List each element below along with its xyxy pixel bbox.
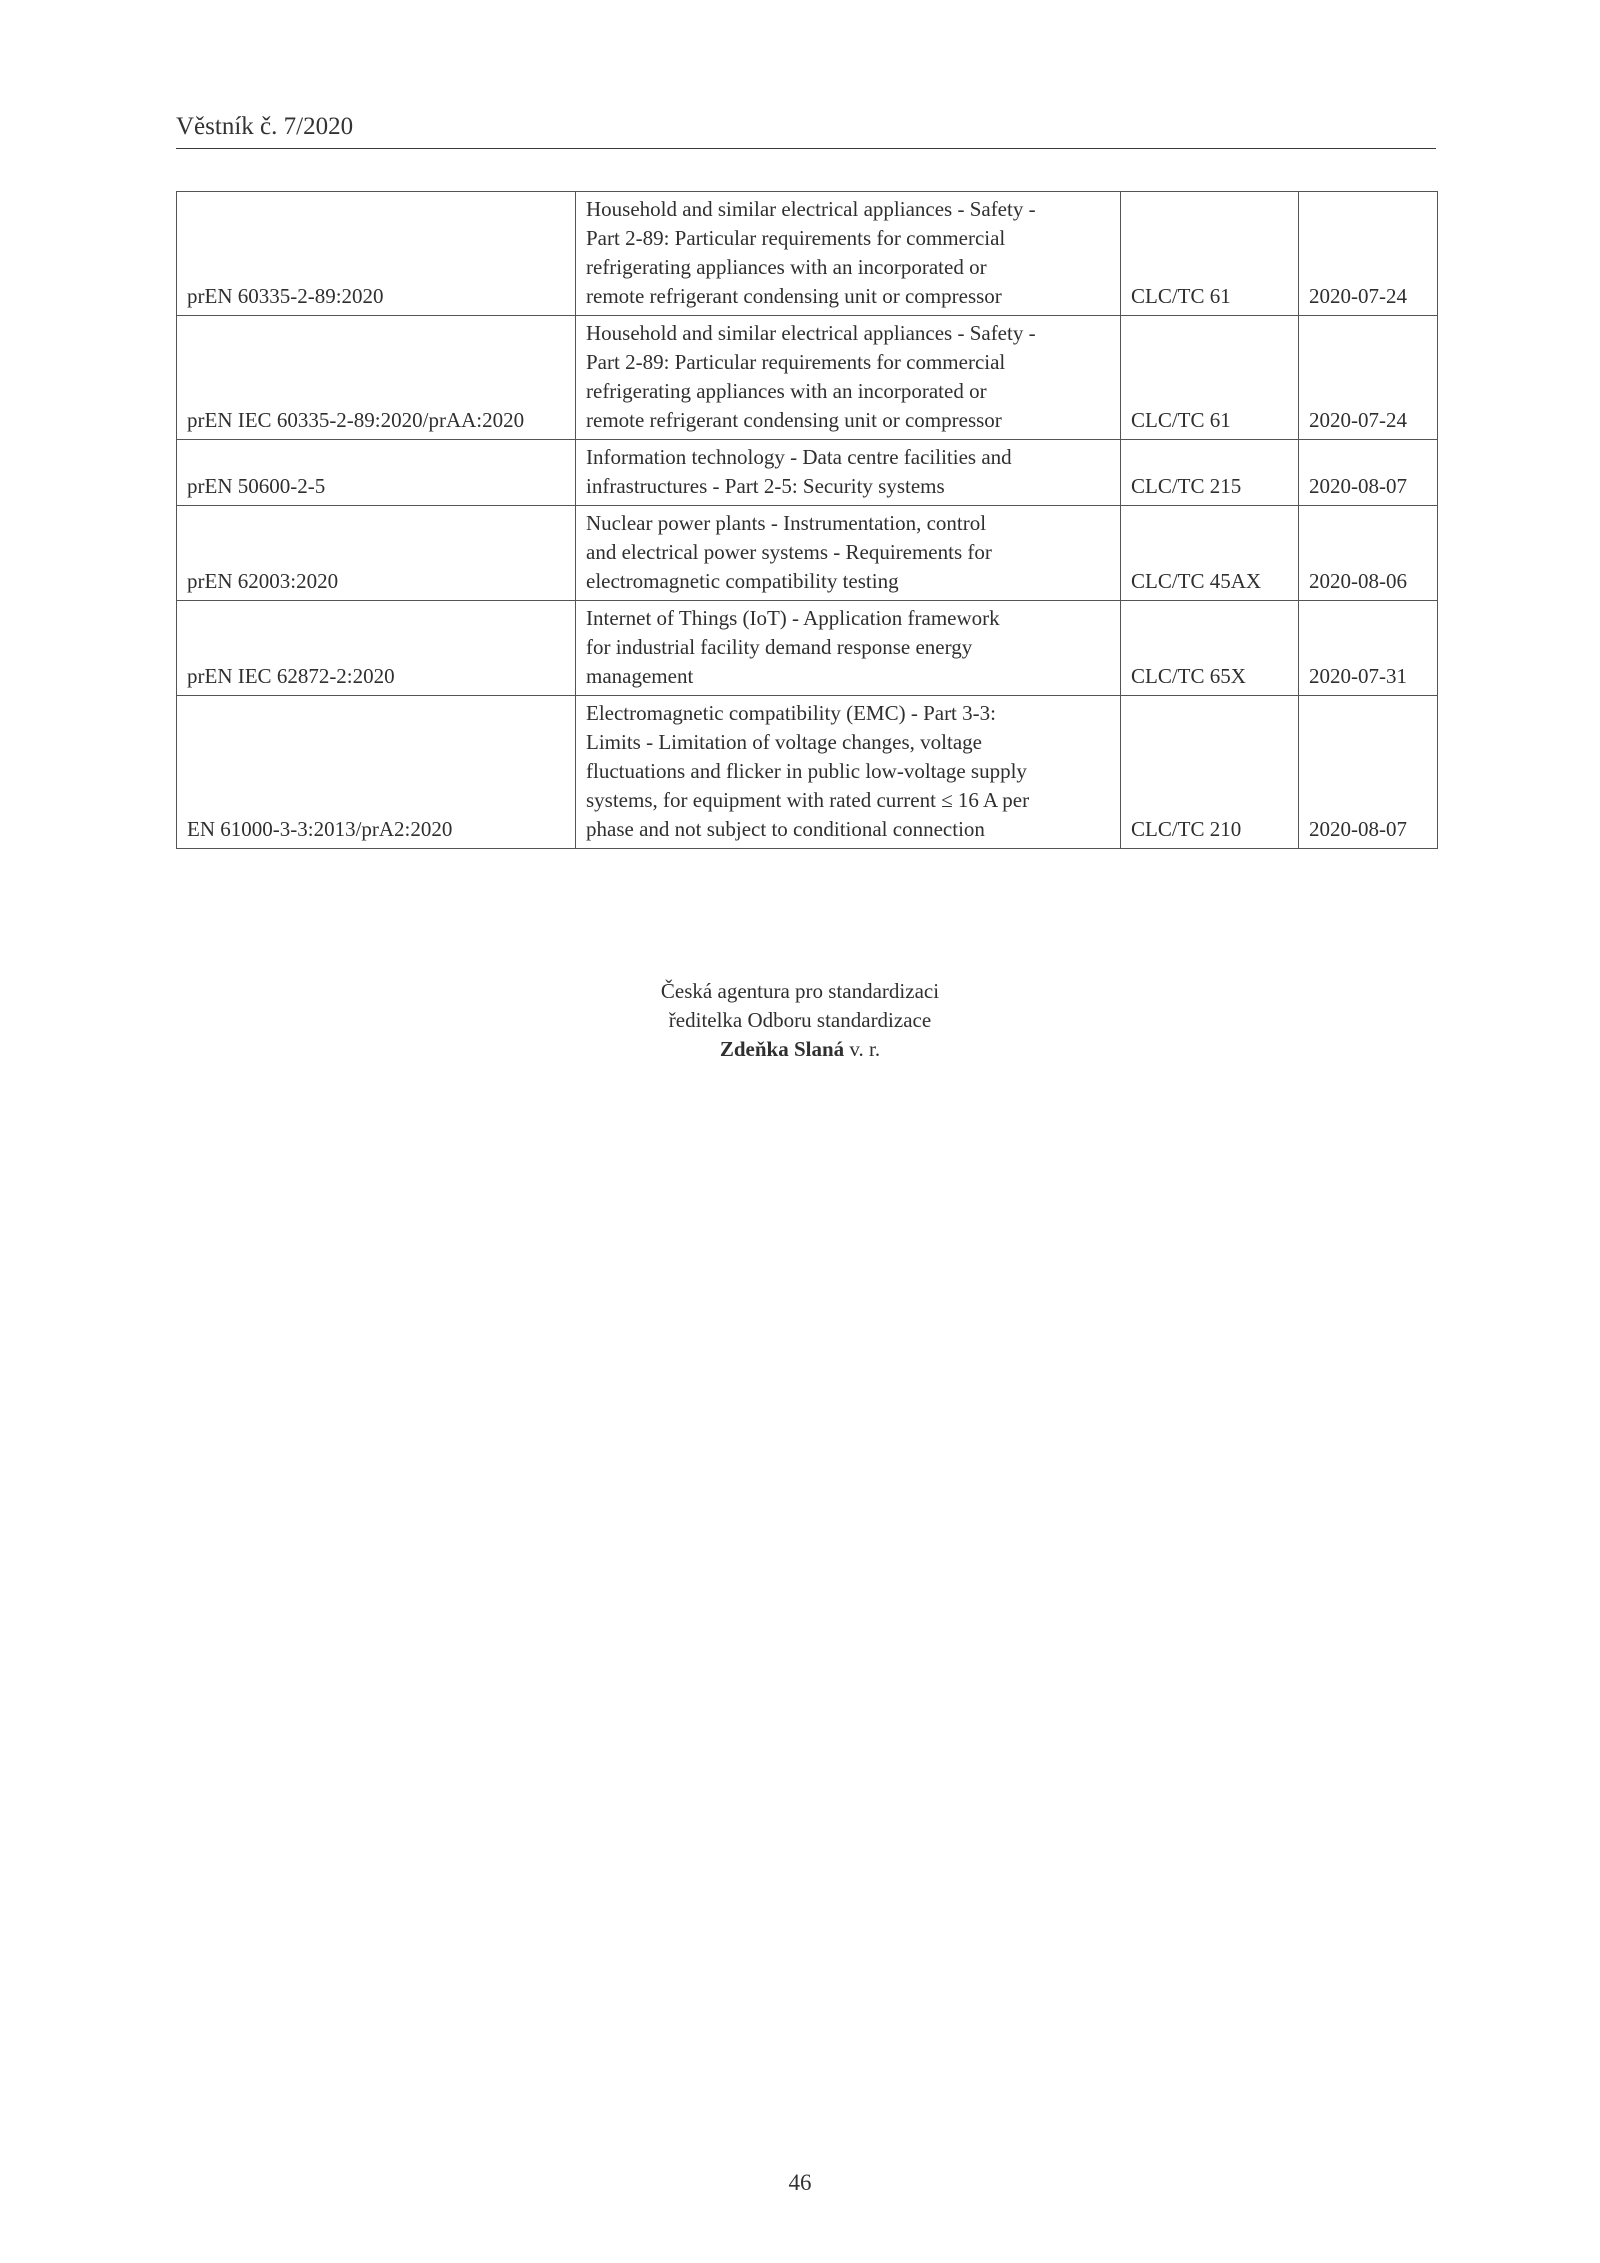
standard-title-cell	[576, 506, 1121, 601]
standard-title-line: and electrical power systems - Requirements for	[586, 540, 992, 564]
technical-committee-cell: CLC/TC 61	[1121, 316, 1299, 440]
standard-title-cell	[576, 192, 1121, 316]
standard-title-line: Household and similar electrical appliances - Safety -	[586, 197, 1036, 221]
deadline-date-cell: 2020-08-06	[1299, 506, 1438, 601]
table-row	[177, 316, 1438, 440]
table-row	[177, 440, 1438, 506]
agency-name: Česká agentura pro standardizaci	[660, 979, 940, 1003]
standard-title-line: remote refrigerant condensing unit or compressor	[586, 408, 1002, 432]
deadline-date-cell: 2020-07-24	[1299, 192, 1438, 316]
standard-title-line: Part 2-89: Particular requirements for commercial	[586, 226, 1006, 250]
standard-title-line: Nuclear power plants - Instrumentation, control	[586, 511, 987, 535]
technical-committee-cell: CLC/TC 65X	[1121, 601, 1299, 696]
signatory-role: ředitelka Odboru standardizace	[668, 1008, 932, 1032]
table-row	[177, 601, 1438, 696]
standard-code-cell: prEN IEC 62872-2:2020	[177, 601, 576, 696]
standard-code-cell: EN 61000-3-3:2013/prA2:2020	[177, 696, 576, 849]
technical-committee-cell: CLC/TC 210	[1121, 696, 1299, 849]
signatory-line	[0, 1035, 1600, 1064]
journal-title: Věstník č. 7/2020	[176, 113, 354, 140]
standard-code-cell: prEN 50600-2-5	[177, 440, 576, 506]
standard-code-cell: prEN IEC 60335-2-89:2020/prAA:2020	[177, 316, 576, 440]
standard-title-line: systems, for equipment with rated current ≤ 16 A per	[586, 788, 1030, 812]
page-number: 46	[788, 2170, 812, 2195]
standard-title-line: management	[586, 664, 694, 688]
technical-committee-cell: CLC/TC 215	[1121, 440, 1299, 506]
standard-title-line: refrigerating appliances with an incorporated or	[586, 255, 987, 279]
standard-title-cell	[576, 696, 1121, 849]
standard-title-line: Limits - Limitation of voltage changes, voltage	[586, 730, 982, 754]
standards-table-body	[177, 192, 1438, 849]
table-row	[177, 192, 1438, 316]
standards-table	[176, 191, 1438, 849]
table-row	[177, 696, 1438, 849]
signature-block	[0, 977, 1600, 1064]
page-header	[176, 112, 1436, 149]
deadline-date-cell: 2020-08-07	[1299, 696, 1438, 849]
standard-title-line: refrigerating appliances with an incorporated or	[586, 379, 987, 403]
standard-code-cell: prEN 62003:2020	[177, 506, 576, 601]
standard-title-line: Electromagnetic compatibility (EMC) - Part 3-3:	[586, 701, 996, 725]
standard-title-line: Internet of Things (IoT) - Application framework	[586, 606, 1000, 630]
standard-title-line: Household and similar electrical appliances - Safety -	[586, 321, 1036, 345]
deadline-date-cell: 2020-07-31	[1299, 601, 1438, 696]
standard-title-line: phase and not subject to conditional connection	[586, 817, 985, 841]
standard-title-cell	[576, 440, 1121, 506]
standard-title-line: fluctuations and flicker in public low-voltage supply	[586, 759, 1027, 783]
deadline-date-cell: 2020-08-07	[1299, 440, 1438, 506]
table-row	[177, 506, 1438, 601]
standard-title-line: for industrial facility demand response energy	[586, 635, 973, 659]
signatory-name: Zdeňka Slaná	[719, 1037, 845, 1061]
standard-title-cell	[576, 316, 1121, 440]
deadline-date-cell: 2020-07-24	[1299, 316, 1438, 440]
standard-title-line: Information technology - Data centre facilities and	[586, 445, 1012, 469]
standard-title-line: electromagnetic compatibility testing	[586, 569, 899, 593]
standard-code-cell: prEN 60335-2-89:2020	[177, 192, 576, 316]
signatory-suffix: v. r.	[844, 1037, 881, 1061]
standard-title-line: infrastructures - Part 2-5: Security systems	[586, 474, 945, 498]
standard-title-line: Part 2-89: Particular requirements for commercial	[586, 350, 1006, 374]
standard-title-line: remote refrigerant condensing unit or compressor	[586, 284, 1002, 308]
technical-committee-cell: CLC/TC 45AX	[1121, 506, 1299, 601]
standard-title-cell	[576, 601, 1121, 696]
technical-committee-cell: CLC/TC 61	[1121, 192, 1299, 316]
